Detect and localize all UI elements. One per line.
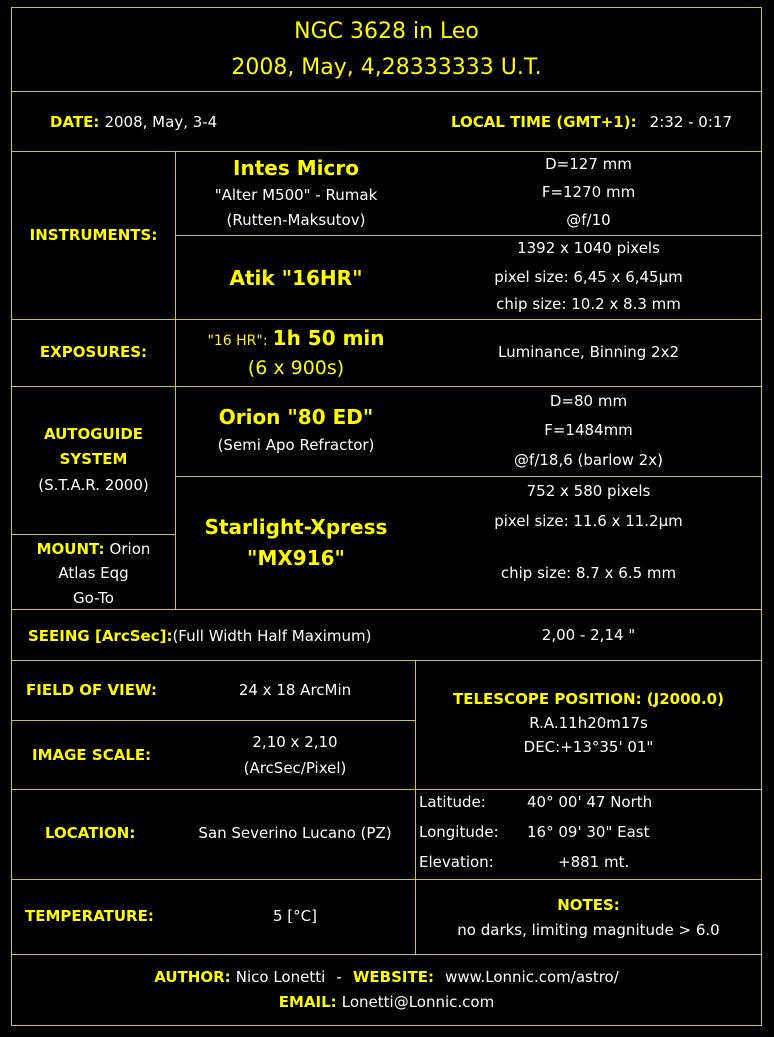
location-label: LOCATION: — [45, 824, 136, 842]
telescope-position-ra: R.A.11h20m17s — [529, 714, 648, 732]
guide-scope-ratio: @f/18,6 (barlow 2x) — [514, 451, 663, 469]
seeing-label: SEEING [ArcSec]: — [28, 627, 173, 645]
image-scale-value-2: (ArcSec/Pixel) — [243, 759, 347, 777]
temperature-label: TEMPERATURE: — [25, 907, 154, 925]
exposures-mode: Luminance, Binning 2x2 — [498, 343, 679, 361]
exposures-subs: (6 x 900s) — [247, 357, 345, 379]
guide-camera-name-2: "MX916" — [247, 546, 345, 570]
telescope-type: (Rutten-Maksutov) — [226, 211, 366, 229]
author-separator: - — [336, 968, 342, 986]
divider — [11, 789, 762, 790]
camera-pixel-size: pixel size: 6,45 x 6,45µm — [494, 268, 683, 286]
camera-name: Atik "16HR" — [229, 266, 363, 290]
guide-scope-name: Orion "80 ED" — [218, 405, 374, 429]
divider — [11, 879, 762, 880]
image-scale-value-1: 2,10 x 2,10 — [252, 733, 338, 751]
temperature-value: 5 [°C] — [273, 907, 317, 925]
image-scale-label: IMAGE SCALE: — [32, 746, 152, 764]
longitude-value: 16° 09' 30" East — [527, 823, 650, 841]
guide-camera-resolution: 752 x 580 pixels — [526, 482, 651, 500]
telescope-position-label: TELESCOPE POSITION: (J2000.0) — [453, 690, 724, 708]
field-of-view-label: FIELD OF VIEW: — [26, 681, 158, 699]
seeing-row — [28, 628, 372, 644]
website-link[interactable]: www.Lonnic.com/astro/ — [445, 968, 619, 986]
divider — [11, 386, 762, 387]
exposures-total-row — [176, 328, 416, 348]
elevation-value: +881 mt. — [558, 853, 630, 871]
autoguide-label-2: SYSTEM — [59, 450, 128, 468]
elevation-label: Elevation: — [419, 853, 494, 871]
telescope-model: "Alter M500" - Rumak — [214, 186, 378, 204]
guide-scope-type: (Semi Apo Refractor) — [217, 436, 375, 454]
notes-label: NOTES: — [557, 896, 620, 914]
author-row — [12, 969, 761, 985]
seeing-note: (Full Width Half Maximum) — [172, 627, 372, 645]
email-row — [12, 994, 761, 1010]
divider — [175, 476, 762, 477]
camera-chip-size: chip size: 10.2 x 8.3 mm — [496, 295, 681, 313]
mount-value-2: Atlas Eqg — [58, 564, 129, 582]
telescope-name: Intes Micro — [233, 156, 359, 180]
divider — [11, 151, 762, 152]
author-label: AUTHOR: — [154, 968, 231, 986]
autoguide-label-1: AUTOGUIDE — [43, 425, 144, 443]
location-value: San Severino Lucano (PZ) — [198, 824, 392, 842]
camera-resolution: 1392 x 1040 pixels — [517, 239, 660, 257]
border-left — [11, 7, 12, 1026]
exposures-total: 1h 50 min — [272, 326, 385, 350]
mount-row-1 — [12, 541, 175, 557]
author-name: Nico Lonetti — [235, 968, 326, 986]
border-bottom — [11, 1025, 762, 1026]
telescope-focal: F=1270 mm — [541, 183, 636, 201]
divider — [11, 319, 762, 320]
divider — [175, 235, 762, 236]
exposures-camera: "16 HR": — [207, 333, 268, 349]
mount-label: MOUNT: — [36, 540, 105, 558]
mount-value-3: Go-To — [73, 589, 114, 607]
instruments-label: INSTRUMENTS: — [29, 226, 158, 244]
guide-scope-diameter: D=80 mm — [549, 392, 628, 410]
divider — [11, 91, 762, 92]
guide-scope-focal: F=1484mm — [544, 421, 633, 439]
divider — [11, 609, 762, 610]
field-of-view-value: 24 x 18 ArcMin — [238, 681, 352, 699]
autoguide-label-3: (S.T.A.R. 2000) — [38, 476, 149, 494]
local-time-value: 2:32 - 0:17 — [649, 113, 732, 131]
email-label: EMAIL: — [278, 993, 337, 1011]
notes-value: no darks, limiting magnitude > 6.0 — [457, 921, 720, 939]
date-label: DATE: — [50, 113, 100, 131]
mount-value-1: Orion — [109, 540, 151, 558]
website-label: WEBSITE: — [352, 968, 434, 986]
border-right — [761, 7, 762, 1026]
date-value: 2008, May, 3-4 — [104, 113, 218, 131]
latitude-label: Latitude: — [419, 793, 486, 811]
telescope-position-dec: DEC:+13°35' 01" — [523, 738, 654, 756]
divider — [11, 954, 762, 955]
divider — [11, 720, 415, 721]
telescope-ratio: @f/10 — [566, 211, 611, 229]
guide-camera-chip-size: chip size: 8.7 x 6.5 mm — [500, 564, 677, 582]
title-line-2: 2008, May, 4,28333333 U.T. — [231, 55, 542, 80]
local-time-label: LOCAL TIME (GMT+1): — [451, 113, 637, 131]
title-line-1: NGC 3628 in Leo — [294, 19, 479, 44]
longitude-label: Longitude: — [419, 823, 499, 841]
border-top — [11, 7, 762, 8]
telescope-diameter: D=127 mm — [545, 155, 632, 173]
divider — [11, 534, 175, 535]
exposures-label: EXPOSURES: — [39, 343, 148, 361]
divider — [11, 660, 762, 661]
guide-camera-pixel-size: pixel size: 11.6 x 11.2µm — [494, 512, 683, 530]
local-time-row — [451, 114, 732, 130]
latitude-value: 40° 00' 47 North — [527, 793, 653, 811]
guide-camera-name-1: Starlight-Xpress — [204, 515, 388, 539]
seeing-value: 2,00 - 2,14 " — [541, 626, 636, 644]
email-link[interactable]: Lonetti@Lonnic.com — [341, 993, 495, 1011]
date-row — [50, 114, 217, 130]
